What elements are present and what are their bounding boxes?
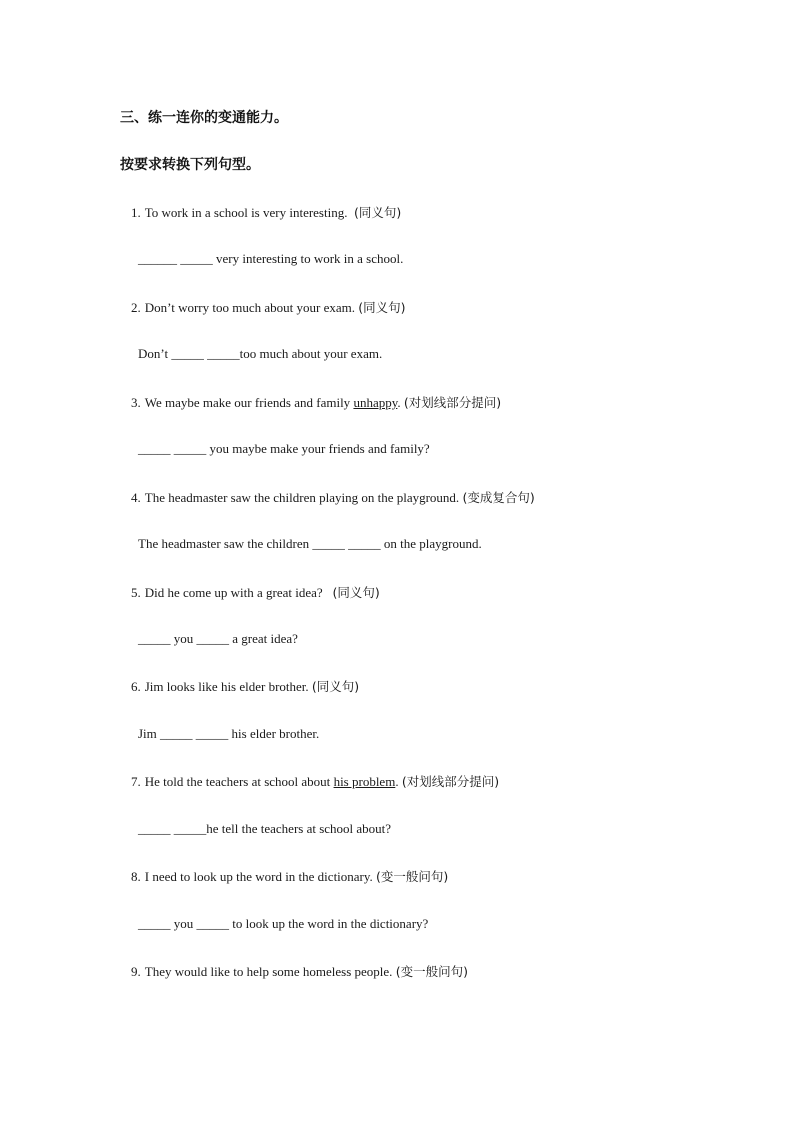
question-text: He told the teachers at school about	[144, 774, 334, 789]
question-number: 6.	[131, 679, 141, 694]
answer-line-8: _____ you _____ to look up the word in the dictionary?	[138, 916, 429, 931]
instruction-note: (变一般问句)	[376, 869, 449, 884]
question-text: We maybe make our friends and family	[144, 395, 354, 410]
underlined-text: his problem	[333, 774, 396, 789]
answer-line-5: _____ you _____ a great idea?	[138, 631, 298, 646]
question-number: 9.	[131, 964, 141, 979]
instruction-note: (对划线部分提问)	[403, 395, 502, 410]
question-text-end: .	[395, 774, 399, 789]
question-number: 5.	[131, 585, 141, 600]
question-9	[131, 962, 468, 980]
answer-line-3: _____ _____ you maybe make your friends and family?	[138, 441, 430, 456]
answer-line-4: The headmaster saw the children _____ _____ on the playground.	[138, 536, 482, 551]
instruction-note: (对划线部分提问)	[401, 774, 500, 789]
answer-line-7: _____ _____he tell the teachers at school about?	[138, 821, 392, 836]
instruction-note: (同义句)	[311, 679, 360, 694]
question-text: Don’t worry too much about your exam.	[144, 300, 355, 315]
question-text: They would like to help some homeless people.	[144, 964, 393, 979]
question-6	[131, 677, 359, 695]
question-number: 3.	[131, 395, 141, 410]
question-text: The headmaster saw the children playing on the playground.	[144, 490, 460, 505]
instruction-note: (同义句)	[332, 585, 380, 600]
question-text: To work in a school is very interesting.	[144, 205, 348, 220]
question-3	[131, 393, 501, 411]
section-title: 三、练一连你的变通能力。	[120, 110, 288, 126]
question-number: 1.	[131, 205, 141, 220]
question-1	[131, 203, 401, 221]
instruction: 按要求转换下列句型。	[120, 157, 260, 173]
answer-line-6: Jim _____ _____ his elder brother.	[138, 726, 320, 741]
question-2	[131, 298, 406, 316]
question-5	[131, 583, 380, 601]
answer-line-1: ______ _____ very interesting to work in a school.	[138, 251, 404, 266]
question-7	[131, 772, 499, 790]
answer-line-2: Don’t _____ _____too much about your exam.	[138, 346, 383, 361]
instruction-note: (变一般问句)	[395, 964, 468, 979]
instruction-note: (变成复合句)	[462, 490, 535, 505]
question-number: 8.	[131, 869, 141, 884]
question-text: Jim looks like his elder brother.	[144, 679, 309, 694]
question-number: 4.	[131, 490, 141, 505]
question-8	[131, 867, 448, 885]
question-text-end: .	[397, 395, 401, 410]
question-text: I need to look up the word in the dictionary.	[144, 869, 373, 884]
question-4	[131, 488, 535, 506]
question-number: 2.	[131, 300, 141, 315]
instruction-note: (同义句)	[358, 300, 406, 315]
instruction-note: (同义句)	[353, 205, 402, 220]
question-number: 7.	[131, 774, 141, 789]
question-text: Did he come up with a great idea?	[144, 585, 323, 600]
underlined-text: unhappy	[353, 395, 398, 410]
